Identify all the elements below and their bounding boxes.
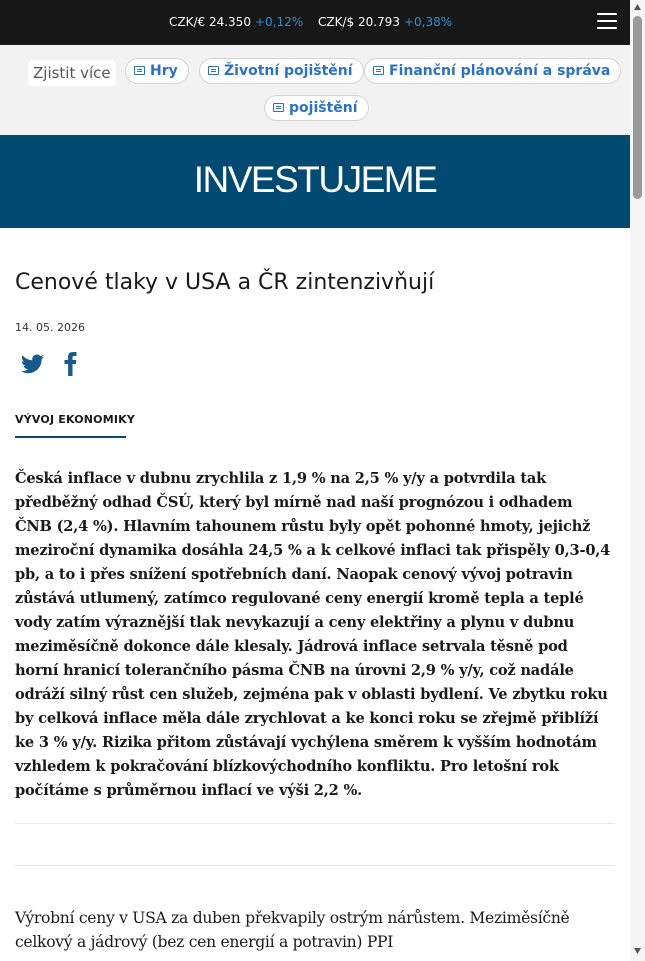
ticker-eur-change: +0,12% [254,15,304,29]
ticker-usd [318,15,452,29]
ticker-eur [169,15,303,29]
article-title: Cenové tlaky v USA a ČR zintenzivňují [15,270,435,295]
ticker-usd-label: CZK/$ 20.793 [318,15,400,29]
scroll-down-icon[interactable] [633,947,642,955]
article-category[interactable]: VÝVOJ EKONOMIKY [15,413,136,426]
related-topics-label: Zjistit více [28,60,116,86]
ticker-bar [0,0,630,45]
article-paragraph: Česká inflace v dubnu zrychlila z 1,9 % na 2,5 % y/y a potvrdila tak předběžný odhad ČSÚ, který byl mírně nad naší prognózou i odhadem ČNB (2,4 %). Hlavním tahounem růstu byly opět pohonné hmoty, jejichž meziroční dynamika dosáhla 24,5 % a k celkové inflaci tak přispěly 0,3-0,4 pb, a to i přes snížení spotřebních daní. Naopak cenový vývoj potravin zůstává utlumený, zatímco regulované ceny energií kromě tepla a teplé vody zatím výraznější tlak nevykazují a ceny elektřiny a plynu v dubnu meziměsíčně dokonce dále klesaly. Jádrová inflace setrvala těsně pod horní hranicí tolerančního pásma ČNB na úrovni 2,9 % y/y, což nadále odráží silný růst cen služeb, zejména pak v oblasti bydlení. Ve zbytku roku by celková inflace měla dále zrychlovat a ke konci roku se zřejmě přiblíží ke 3 % y/y. Rizika přitom zůstávají vychýlena směrem k vyšším hodnotám vzhledem k pokračování blízkovýchodního konfliktu. Pro letošní rok počítáme s průměrnou inflací ve výši 2,2 %. [15,470,611,799]
newspaper-icon [373,66,384,75]
section-banner [0,135,630,228]
ticker-usd-change: +0,38% [403,15,453,29]
banner-logo[interactable]: INVESTUJEME [193,159,437,200]
scroll-up-icon[interactable] [633,3,642,11]
topic-tag-label: Finanční plánování a správa [389,63,611,79]
topic-tag-label: Životní pojištění [224,63,353,79]
topic-tag-label: pojištění [289,100,358,116]
article-date: 14. 05. 2026 [15,321,85,334]
topic-tag-financni-planovani[interactable] [364,58,621,84]
twitter-icon[interactable] [21,354,44,374]
ticker-eur-label: CZK/€ 24.350 [169,15,251,29]
scrollbar-thumb[interactable] [633,16,642,199]
topic-tag-hry[interactable] [125,58,189,84]
divider [15,823,615,824]
category-underline [15,436,126,438]
topic-tag-label: Hry [150,63,178,79]
newspaper-icon [208,66,219,75]
topic-tag-zivotni-pojisteni[interactable] [199,58,364,84]
newspaper-icon [134,66,145,75]
facebook-icon[interactable] [64,352,77,376]
hamburger-icon[interactable] [597,13,617,31]
topic-tag-pojisteni[interactable] [264,95,369,121]
newspaper-icon [273,103,284,112]
article-paragraph: Výrobní ceny v USA za duben překvapily ostrým nárůstem. Meziměsíčně celkový a jádrový (bez cen energií a potravin) PPI [15,909,570,951]
divider [15,865,615,866]
